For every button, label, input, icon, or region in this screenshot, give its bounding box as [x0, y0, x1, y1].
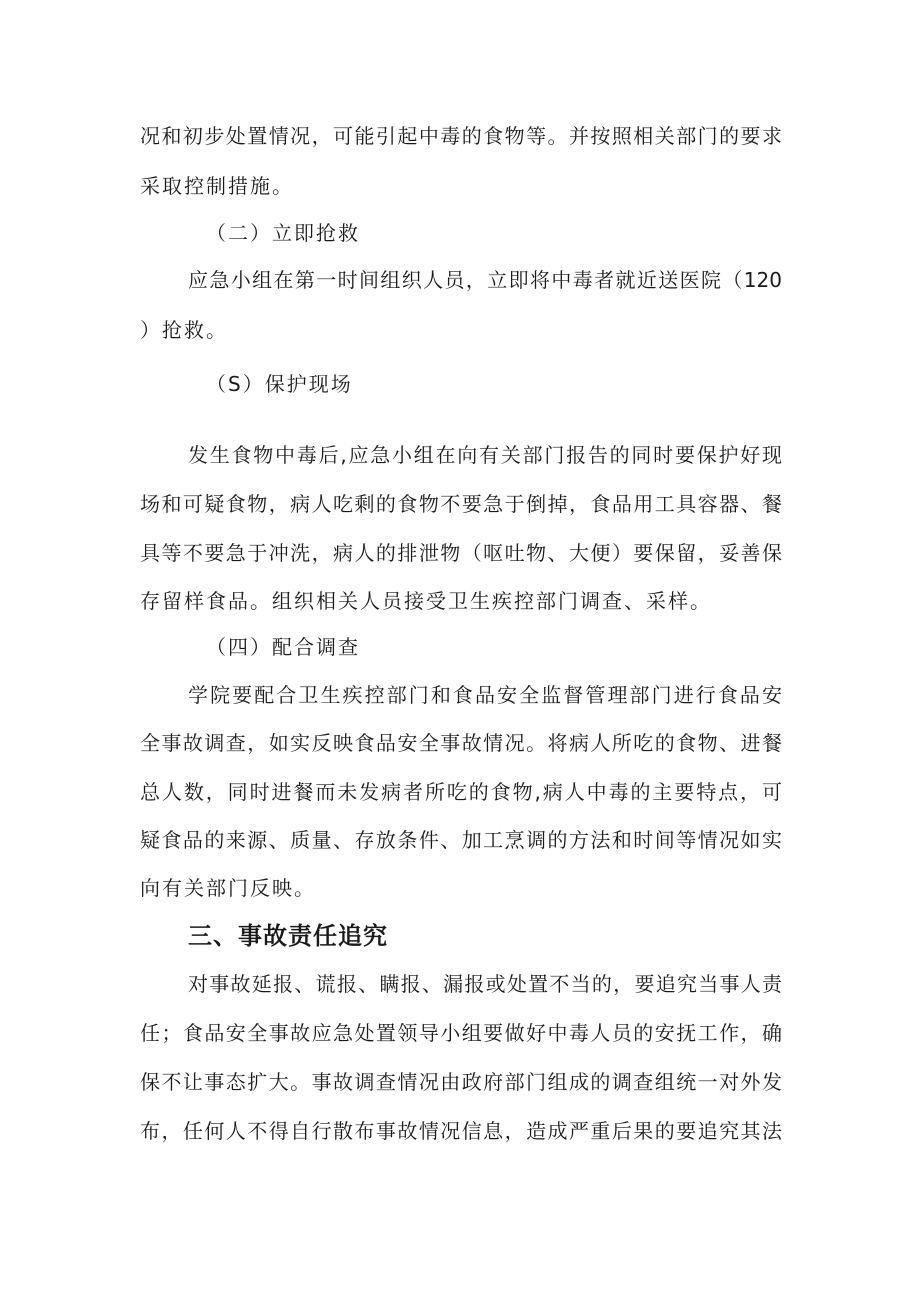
paragraph-line: 场和可疑食物，病人吃剩的食物不要急于倒掉，食品用工具容器、餐: [140, 492, 782, 516]
section-subheading: （S）保护现场: [206, 372, 353, 396]
paragraph-line: 应急小组在第一时间组织人员，立即将中毒者就近送医院（120: [188, 268, 782, 292]
paragraph-line: 任；食品安全事故应急处置领导小组要做好中毒人员的安抚工作，确: [140, 1021, 782, 1045]
section-subheading: （四）配合调查: [206, 635, 360, 659]
paragraph-line: 布，任何人不得自行散布事故情况信息，造成严重后果的要追究其法: [140, 1119, 782, 1143]
section-heading: 三、事故责任追究: [188, 922, 388, 950]
paragraph-line: 况和初步处置情况，可能引起中毒的食物等。并按照相关部门的要求: [140, 124, 782, 148]
section-subheading: （二）立即抢救: [206, 221, 360, 245]
paragraph-line: ）抢救。: [140, 318, 228, 342]
paragraph-line: 具等不要急于冲洗，病人的排泄物（呕吐物、大便）要保留，妥善保: [140, 541, 782, 565]
paragraph-line: 对事故延报、谎报、瞒报、漏报或处置不当的，要追究当事人责: [188, 972, 782, 996]
paragraph-line: 存留样食品。组织相关人员接受卫生疾控部门调查、采样。: [140, 589, 712, 613]
paragraph-line: 保不让事态扩大。事故调查情况由政府部门组成的调查组统一对外发: [140, 1070, 782, 1094]
paragraph-line: 向有关部门反映。: [140, 876, 316, 900]
paragraph-line: 疑食品的来源、质量、存放条件、加工烹调的方法和时间等情况如实: [140, 828, 782, 852]
paragraph-line: 总人数，同时进餐而未发病者所吃的食物,病人中毒的主要特点，可: [140, 780, 782, 804]
paragraph-line: 发生食物中毒后,应急小组在向有关部门报告的同时要保护好现: [188, 443, 782, 467]
paragraph-line: 全事故调查，如实反映食品安全事故情况。将病人所吃的食物、进餐: [140, 731, 782, 755]
paragraph-line: 采取控制措施。: [140, 174, 294, 198]
paragraph-line: 学院要配合卫生疾控部门和食品安全监督管理部门进行食品安: [188, 683, 782, 707]
